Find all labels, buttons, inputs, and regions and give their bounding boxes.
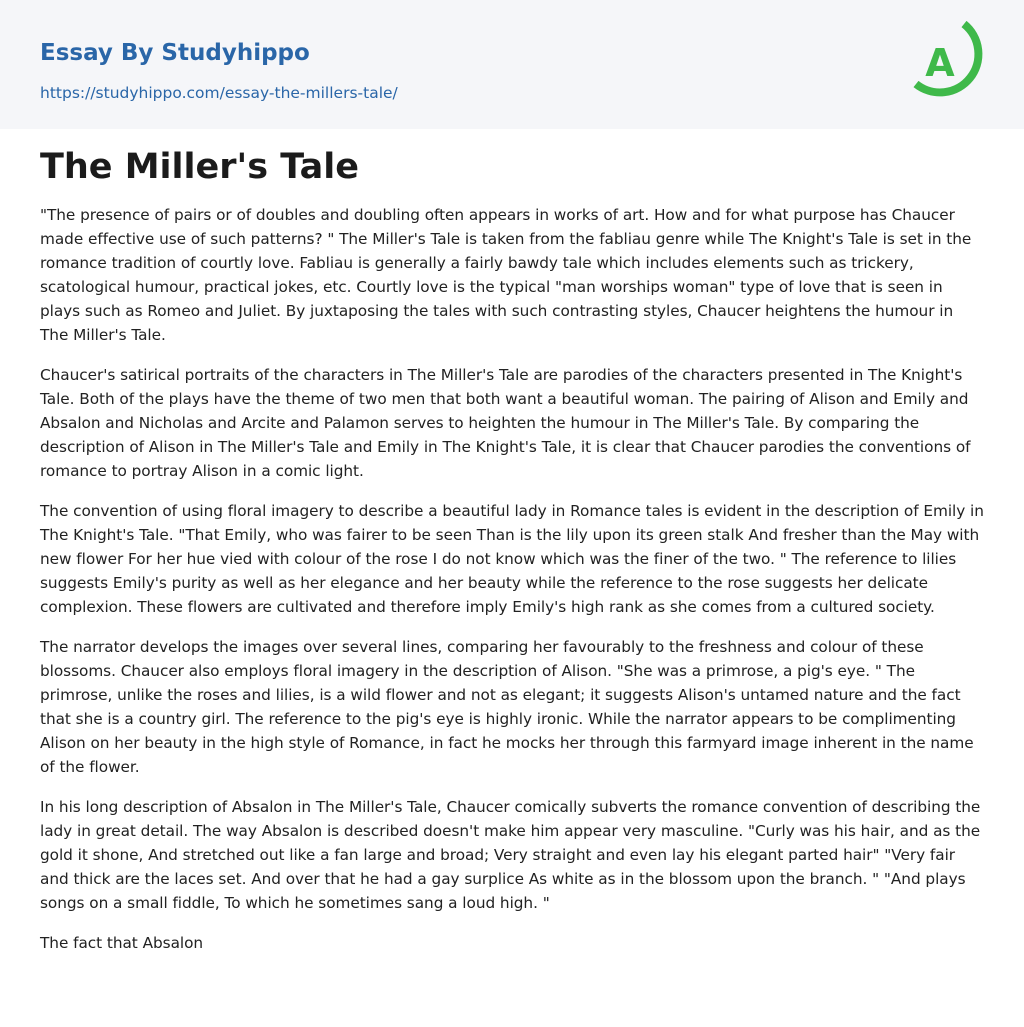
- site-header: [0, 0, 1024, 129]
- essay-paragraph: The convention of using floral imagery to describe a beautiful lady in Romance tales is evident in the description of Emily in The Knight's Tale. "That Emily, who was fairer to be seen Than is the lily upon its green stalk And fresher than the May with new flower For her hue vied with colour of the rose I do not know which was the finer of the two. " The reference to lilies suggests Emily's purity as well as her elegance and her beauty while the reference to the rose suggests her delicate complexion. These flowers are cultivated and therefore imply Emily's high rank as she comes from a cultured society.: [40, 502, 984, 616]
- essay-paragraph: In his long description of Absalon in The Miller's Tale, Chaucer comically subverts the romance convention of describing the lady in great detail. The way Absalon is described doesn't make him appear very masculine. "Curly was his hair, and as the gold it shone, And stretched out like a fan large and broad; Very straight and even lay his elegant parted hair" "Very fair and thick are the laces set. And over that he had a gay surplice As white as in the blossom upon the branch. " "And plays songs on a small fiddle, To which he sometimes sang a loud high. ": [40, 798, 981, 912]
- studyhippo-logo-icon[interactable]: [908, 18, 988, 106]
- essay-url-link[interactable]: https://studyhippo.com/essay-the-millers-tale/: [40, 84, 398, 102]
- essay-paragraph: "The presence of pairs or of doubles and doubling often appears in works of art. How and for what purpose has Chaucer made effective use of such patterns? " The Miller's Tale is taken from the fabliau genre while The Knight's Tale is set in the romance tradition of courtly love. Fabliau is generally a fairly bawdy tale which includes elements such as trickery, scatological humour, practical jokes, etc. Courtly love is the typical "man worships woman" type of love that is seen in plays such as Romeo and Juliet. By juxtaposing the tales with such contrasting styles, Chaucer heightens the humour in The Miller's Tale.: [40, 206, 972, 344]
- essay-paragraph: The fact that Absalon: [40, 934, 204, 952]
- site-brand-title[interactable]: Essay By Studyhippo: [40, 40, 310, 66]
- essay-paragraph: Chaucer's satirical portraits of the characters in The Miller's Tale are parodies of the characters presented in The Knight's Tale. Both of the plays have the theme of two men that both want a beautiful woman. The pairing of Alison and Emily and Absalon and Nicholas and Arcite and Palamon serves to heighten the humour in The Miller's Tale. By comparing the description of Alison in The Miller's Tale and Emily in The Knight's Tale, it is clear that Chaucer parodies the conventions of romance to portray Alison in a comic light.: [40, 366, 971, 480]
- essay-title: The Miller's Tale: [40, 147, 359, 187]
- logo-letter: A: [925, 41, 955, 85]
- essay-article: [40, 141, 984, 971]
- essay-paragraph: The narrator develops the images over several lines, comparing her favourably to the freshness and colour of these blossoms. Chaucer also employs floral imagery in the description of Alison. "She was a primrose, a pig's eye. " The primrose, unlike the roses and lilies, is a wild flower and not as elegant; it suggests Alison's untamed nature and the fact that she is a country girl. The reference to the pig's eye is highly ironic. While the narrator appears to be complimenting Alison on her beauty in the high style of Romance, in fact he mocks her through this farmyard image inherent in the name of the flower.: [40, 638, 974, 776]
